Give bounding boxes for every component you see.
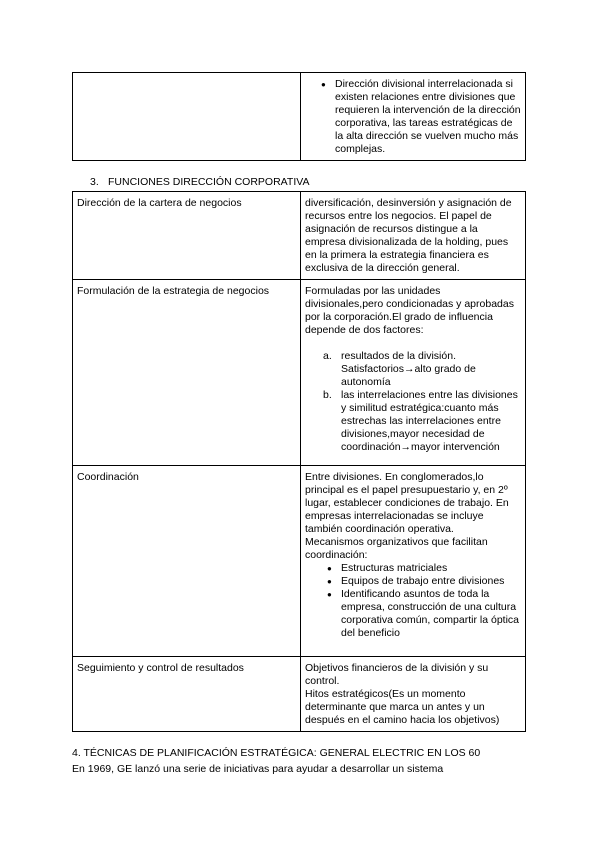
table-row xyxy=(73,657,526,732)
table-row xyxy=(73,73,526,161)
table-row xyxy=(73,192,526,280)
table-row xyxy=(73,466,526,657)
section-3-heading xyxy=(90,176,309,189)
table-row xyxy=(73,280,526,466)
section-4-paragraph: En 1969, GE lanzó una serie de iniciativas para ayudar a desarrollar un sistema xyxy=(72,763,444,775)
section-title: FUNCIONES DIRECCIÓN CORPORATIVA xyxy=(108,176,310,188)
factor-list xyxy=(305,350,521,454)
list-item: ● Estructuras matriciales xyxy=(341,562,521,575)
function-description xyxy=(301,657,526,732)
bullet-list xyxy=(305,78,521,156)
list-item: ● Dirección divisional interrelacionada si existen relaciones entre divisiones que requieren la intervención de la dirección corporativa, las tareas estratégicas de la alta dirección se vuelven mucho más complejas. xyxy=(335,78,521,156)
bullet-list xyxy=(305,562,521,640)
function-description xyxy=(301,280,526,466)
function-description xyxy=(301,466,526,657)
list-item: ● Equipos de trabajo entre divisiones xyxy=(341,575,521,588)
factor-text: las interrelaciones entre las divisiones y similitud estratégica:cuanto más estrechas las interrelaciones entre divisiones,mayor necesidad de coordinación→mayor intervención xyxy=(341,389,518,453)
section-4-title: 4. TÉCNICAS DE PLANIFICACIÓN ESTRATÉGICA: GENERAL ELECTRIC EN LOS 60 xyxy=(72,747,481,759)
list-marker: a. xyxy=(323,350,332,362)
list-marker: b. xyxy=(323,389,332,401)
top-table xyxy=(72,72,526,161)
section-4 xyxy=(72,747,542,779)
section-number: 3. xyxy=(90,176,99,188)
function-description: diversificación, desinversión y asignación de recursos entre los negocios. El papel de asignación de recursos distingue a la empresa divisionalizada de la holding, pues en la primera la estrategia financiera es exclusiva de la dirección general. xyxy=(301,192,526,280)
function-label: Coordinación xyxy=(73,466,301,657)
list-item xyxy=(323,350,521,389)
function-label: Formulación de la estrategia de negocios xyxy=(73,280,301,466)
table-cell xyxy=(301,73,526,161)
functions-table xyxy=(72,191,526,732)
function-label: Seguimiento y control de resultados xyxy=(73,657,301,732)
description-text: Objetivos financieros de la división y su control. xyxy=(305,662,489,687)
table-cell-empty xyxy=(73,73,301,161)
description-text: Hitos estratégicos(Es un momento determinante que marca un antes y un después en el camino hacia los objetivos) xyxy=(305,688,500,726)
list-item xyxy=(323,389,521,454)
description-text: Entre divisiones. En conglomerados,lo principal es el papel presupuestario y, en 2º lugar, establecer condiciones de trabajo. En empresas interrelacionadas se incluye también coordinación operativa. xyxy=(305,471,509,535)
description-text: Mecanismos organizativos que facilitan coordinación: xyxy=(305,536,488,561)
description-text: Formuladas por las unidades divisionales,pero condicionadas y aprobadas por la corporación.El grado de influencia depende de dos factores: xyxy=(305,285,514,336)
factor-text: resultados de la división. Satisfactorios→alto grado de autonomía xyxy=(341,350,476,388)
function-label: Dirección de la cartera de negocios xyxy=(73,192,301,280)
list-item: ● Identificando asuntos de toda la empresa, construcción de una cultura corporativa común, compartir la óptica del beneficio xyxy=(341,588,521,640)
